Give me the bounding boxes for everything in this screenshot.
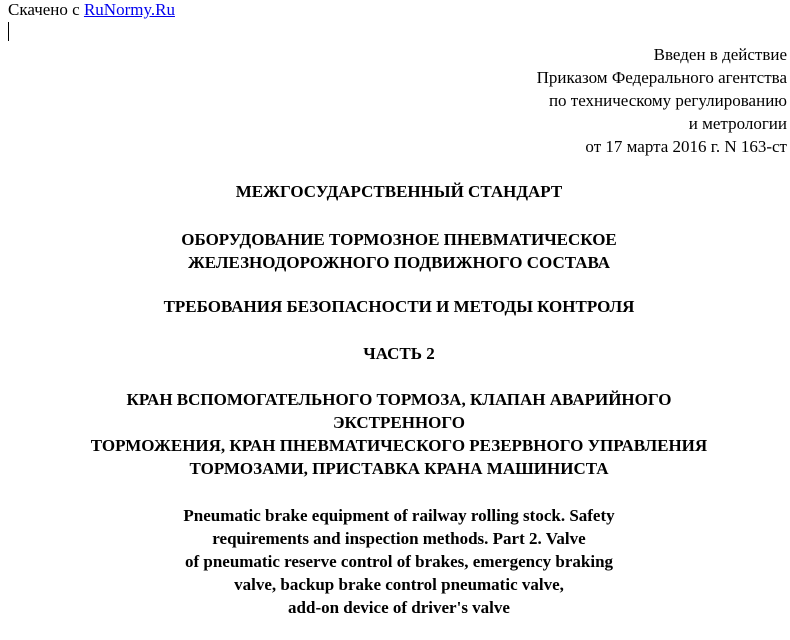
source-line <box>8 0 175 20</box>
title-line: ЖЕЛЕЗНОДОРОЖНОГО ПОДВИЖНОГО СОСТАВА <box>187 253 611 272</box>
source-prefix: Скачено с <box>8 0 84 19</box>
title-en-line: of pneumatic reserve control of brakes, emergency braking <box>184 552 614 571</box>
part-title-ru <box>0 388 790 480</box>
enactment-note <box>537 43 787 158</box>
subtitle-text: ТРЕБОВАНИЯ БЕЗОПАСНОСТИ И МЕТОДЫ КОНТРОЛЯ <box>163 297 635 316</box>
title-en-line: requirements and inspection methods. Part 2. Valve <box>212 529 586 548</box>
document-title-ru <box>0 228 790 274</box>
part-title-line: ТОРМОЗАМИ, ПРИСТАВКА КРАНА МАШИНИСТА <box>189 459 609 478</box>
part-title-line: ЭКСТРЕННОГО <box>332 413 466 432</box>
standard-type <box>0 180 790 203</box>
document-subtitle-ru <box>0 295 790 318</box>
title-en-line: add-on device of driver's valve <box>288 598 510 617</box>
part-title-line: КРАН ВСПОМОГАТЕЛЬНОГО ТОРМОЗА, КЛАПАН АВАРИЙНОГО <box>126 390 672 409</box>
enactment-line: Приказом Федерального агентства <box>536 68 787 87</box>
enactment-line: Введен в действие <box>653 45 787 64</box>
source-link[interactable]: RuNormy.Ru <box>83 0 175 19</box>
part-title-line: ТОРМОЖЕНИЯ, КРАН ПНЕВМАТИЧЕСКОГО РЕЗЕРВНОГО УПРАВЛЕНИЯ <box>90 436 708 455</box>
enactment-line: по техническому регулированию <box>548 91 787 110</box>
enactment-line: от 17 марта 2016 г. N 163-ст <box>585 137 787 156</box>
standard-type-text: МЕЖГОСУДАРСТВЕННЫЙ СТАНДАРТ <box>235 182 563 201</box>
text-cursor <box>8 22 9 41</box>
title-line: ОБОРУДОВАНИЕ ТОРМОЗНОЕ ПНЕВМАТИЧЕСКОЕ <box>181 230 617 249</box>
part-number <box>0 342 790 365</box>
document-title-en <box>0 504 790 619</box>
enactment-line: и метрологии <box>688 114 787 133</box>
title-en-line: valve, backup brake control pneumatic valve, <box>234 575 564 594</box>
title-en-line: Pneumatic brake equipment of railway rolling stock. Safety <box>183 506 615 525</box>
part-text: ЧАСТЬ 2 <box>363 344 435 363</box>
